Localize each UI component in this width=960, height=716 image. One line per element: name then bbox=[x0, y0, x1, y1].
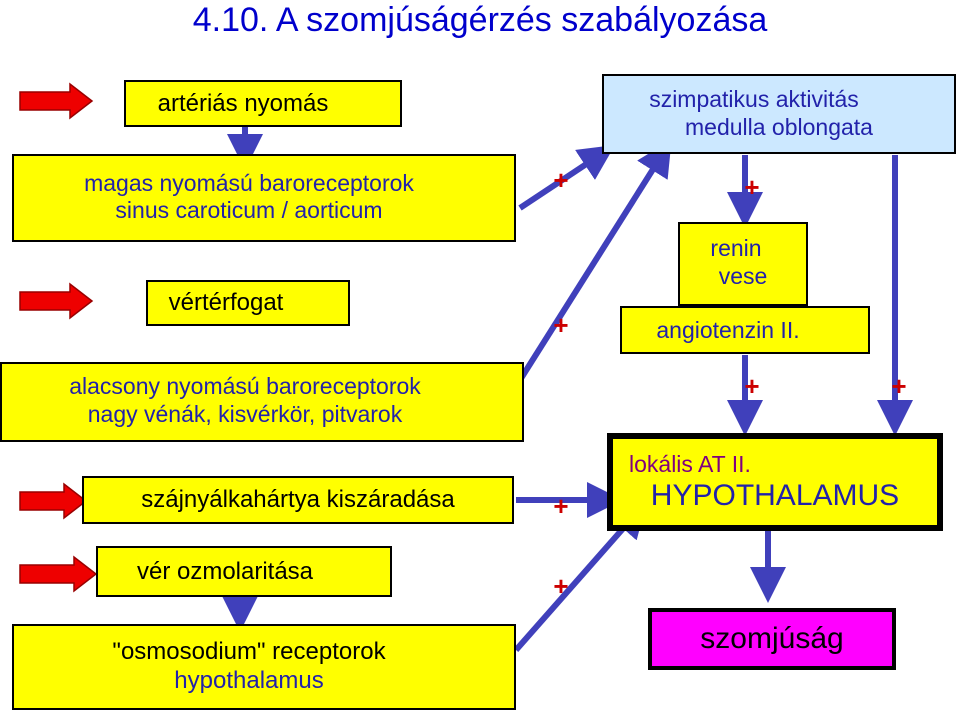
plus-sign: + bbox=[553, 571, 569, 601]
plus-sign: + bbox=[553, 310, 569, 340]
node-hypothalamus bbox=[607, 433, 943, 531]
node-alacsony-line1: alacsony nyomású baroreceptorok bbox=[69, 373, 421, 399]
node-renin-line2: vese bbox=[718, 263, 768, 289]
node-vertertfogat bbox=[146, 280, 350, 326]
plus-sign: + bbox=[553, 491, 569, 521]
node-hypothalamus-line1: lokális AT II. bbox=[629, 451, 751, 477]
input-arrow-szaj bbox=[20, 484, 86, 518]
node-osmosodium bbox=[12, 624, 516, 710]
node-szajnyalkahartya bbox=[82, 476, 514, 524]
node-ozmolaritas bbox=[96, 546, 392, 597]
node-osmosodium-line2: hypothalamus bbox=[174, 667, 324, 694]
node-arterias-label: artériás nyomás bbox=[157, 90, 329, 117]
node-angiotenzin bbox=[620, 306, 870, 354]
node-angiotenzin-label: angiotenzin II. bbox=[656, 317, 800, 343]
page-title: 4.10. A szomjúságérzés szabályozása bbox=[192, 1, 768, 39]
plus-sign: + bbox=[744, 172, 760, 202]
node-alacsony-line2: nagy vénák, kisvérkör, pitvarok bbox=[87, 401, 403, 427]
node-szomjusag bbox=[648, 608, 896, 670]
node-szomjusag-label: szomjúság bbox=[700, 622, 844, 655]
node-vertertfogat-label: vértérfogat bbox=[168, 289, 284, 316]
plus-sign: + bbox=[891, 371, 907, 401]
node-magas-line1: magas nyomású baroreceptorok bbox=[84, 170, 414, 196]
input-arrow-vertertfogat bbox=[20, 284, 92, 318]
node-osmosodium-line1: "osmosodium" receptorok bbox=[112, 638, 386, 665]
node-renin-line1: renin bbox=[710, 235, 762, 261]
node-szimpatikus-line1: szimpatikus aktivitás bbox=[649, 86, 859, 112]
node-magas bbox=[12, 154, 516, 242]
node-szimpatikus-line2: medulla oblongata bbox=[685, 114, 873, 140]
node-hypothalamus-line2: HYPOTHALAMUS bbox=[650, 479, 900, 512]
node-szimpatikus bbox=[602, 74, 956, 154]
input-arrow-arterias bbox=[20, 84, 92, 118]
node-arterias bbox=[124, 80, 402, 127]
plus-sign: + bbox=[744, 371, 760, 401]
node-szajnyalkahartya-label: szájnyálkahártya kiszáradása bbox=[141, 486, 455, 513]
node-magas-line2: sinus caroticum / aorticum bbox=[115, 197, 383, 223]
node-alacsony bbox=[0, 362, 524, 442]
input-arrow-ozmol bbox=[20, 557, 96, 591]
node-ozmolaritas-label: vér ozmolaritása bbox=[136, 558, 314, 585]
plus-sign: + bbox=[553, 165, 569, 195]
node-renin bbox=[678, 222, 808, 306]
